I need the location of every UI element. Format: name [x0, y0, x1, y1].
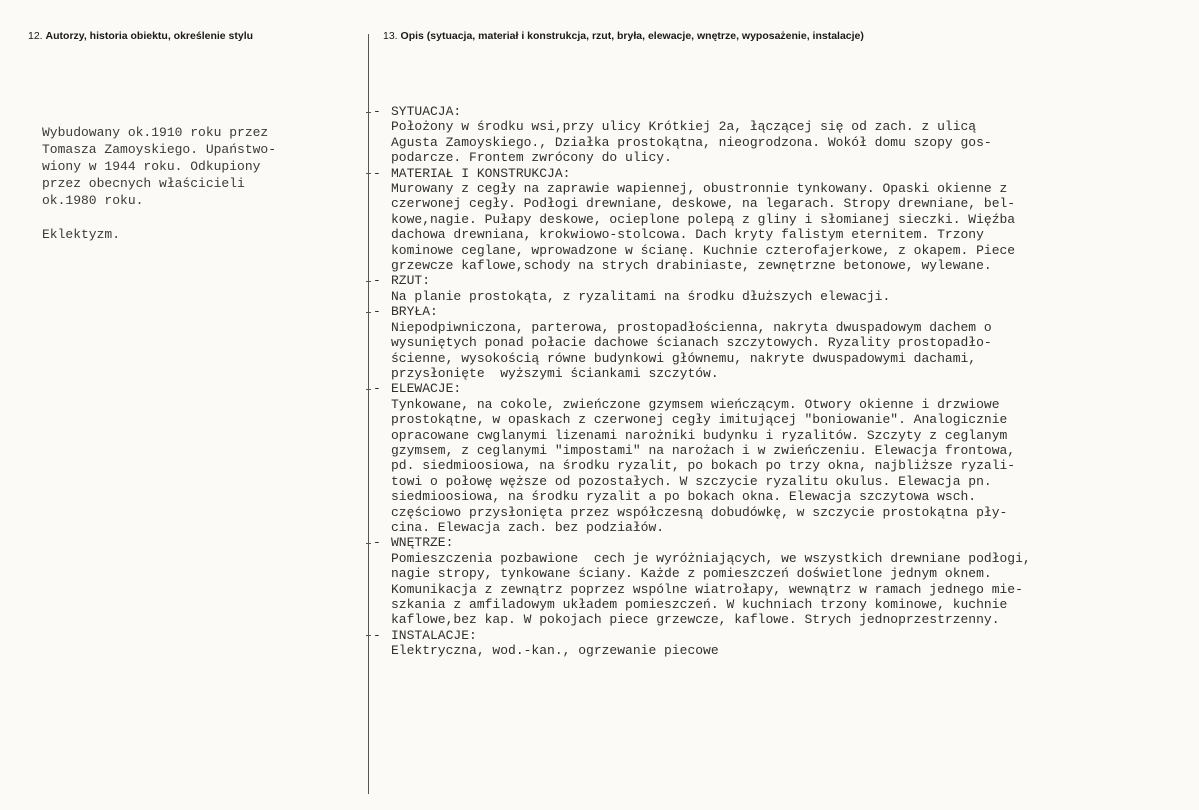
section-dash: -: [373, 104, 381, 119]
history-column: [42, 124, 342, 243]
section-line: szkania z amfiladowym układem pomieszczeń. W kuchniach trzony kominowe, kuchnie: [391, 597, 1008, 612]
style-text: Eklektyzm.: [42, 227, 121, 242]
section-title-text: INSTALACJE:: [391, 627, 477, 643]
section-title: [373, 166, 1183, 181]
section-12-number: 12.: [28, 30, 43, 42]
section-line: dachowa drewniana, krokwiowo-stolcowa. Dach kryty falistym eternitem. Trzony: [391, 227, 984, 243]
section-13-header: [383, 30, 864, 42]
section-line: Murowany z cegły na zaprawie wapiennej, obustronnie tynkowany. Opaski okienne z: [391, 181, 1008, 197]
section-line: Agusta Zamoyskiego., Działka prostokątna, nieogrodzona. Wokół domu szopy gos-: [391, 134, 992, 150]
section-line: podarcze. Frontem zwrócony do ulicy.: [391, 150, 672, 166]
divider-tick: [366, 312, 371, 313]
section-line: cina. Elewacja zach. bez podziałów.: [391, 519, 665, 535]
divider-tick: [366, 173, 371, 174]
section-title-text: ELEWACJE:: [391, 381, 462, 397]
section-line: Położony w środku wsi,przy ulicy Krótkiej 2a, łączącej się od zach. z ulicą: [391, 119, 977, 135]
section-line: opracowane cwglanymi lizenami narożniki budynku i ryzalitów. Szczyty z ceglanym: [391, 427, 1008, 443]
history-line: przez obecnych właścicieli: [42, 176, 245, 191]
history-line: Tomasza Zamoyskiego. Upaństwo-: [42, 142, 277, 157]
section-12-title: Autorzy, historia obiektu, określenie stylu: [45, 30, 254, 42]
section-line: Komunikacja z zewnątrz poprzez wspólne wiatrołapy, wewnątrz w ramach jednego mie-: [391, 581, 1023, 597]
section-line: przysłonięte wyższymi ściankami szczytów.: [391, 365, 719, 381]
divider-tick: [366, 281, 371, 282]
section-line: czerwonej cegły. Podłogi drewniane, deskowe, na legarach. Stropy drewniane, bel-: [391, 196, 1016, 212]
section-title-text: BRYŁA:: [391, 304, 438, 320]
column-divider: [368, 34, 369, 794]
section-title: [373, 628, 1183, 643]
section-dash: -: [373, 273, 381, 289]
section-line: Niepodpiwniczona, parterowa, prostopadłościenna, nakryta dwuspadowym dachem o: [391, 319, 992, 335]
section-line: Pomieszczenia pozbawione cech je wyróżniających, we wszystkich drewniane podłogi,: [391, 550, 1031, 566]
section-line: prostokątne, w opaskach z czerwonej cegły imitującej "boniowanie". Analogicznie: [391, 412, 1008, 428]
section-line: Tynkowane, na cokole, zwieńczone gzymsem wieńczącym. Otwory okienne i drzwiowe: [391, 396, 1000, 412]
section-title: [373, 535, 1183, 550]
section-line: pd. siedmioosiowa, na środku ryzalit, po bokach po trzy okna, najbliższe ryzali-: [391, 458, 1016, 474]
section-title-text: MATERIAŁ I KONSTRUKCJA:: [391, 165, 571, 181]
history-line: Wybudowany ok.1910 roku przez: [42, 125, 269, 140]
section-line: Elektryczna, wod.-kan., ogrzewanie piecowe: [391, 643, 719, 659]
section-title: [373, 304, 1183, 319]
divider-tick: [366, 543, 371, 544]
section-dash: -: [373, 535, 381, 551]
section-title-text: RZUT:: [391, 273, 431, 289]
history-line: ok.1980 roku.: [42, 193, 144, 208]
section-line: ścienne, wysokością równe budynkowi głównemu, nakryte dwuspadowymi dachami,: [391, 350, 977, 366]
section-line: grzewcze kaflowe,schody na strych drabiniaste, zewnętrzne betonowe, wylewane.: [391, 258, 992, 274]
section-title-text: SYTUACJA:: [391, 104, 462, 119]
section-12-header: [28, 30, 253, 42]
section-line: częściowo przysłonięta przez współczesną dobudówkę, w szczycie prostokątna pły-: [391, 504, 1008, 520]
section-title: [373, 381, 1183, 396]
section-line: towi o połowę węższe od pozostałych. W szczycie ryzalitu okulus. Elewacja pn.: [391, 473, 992, 489]
section-line: siedmioosiowa, na środku ryzalit a po bokach okna. Elewacja szczytowa wsch.: [391, 489, 977, 505]
divider-tick: [366, 389, 371, 390]
section-line: kaflowe,bez kap. W pokojach piece grzewcze, kaflowe. Strych jednoprzestrzenny.: [391, 612, 1000, 628]
section-line: kowe,nagie. Pułapy deskowe, ocieplone polepą z gliny i słomianej sieczki. Więźba: [391, 211, 1016, 227]
section-dash: -: [373, 304, 381, 320]
section-line: gzymsem, z ceglanymi "impostami" na narożach i w zwieńczeniu. Elewacja frontowa,: [391, 442, 1016, 458]
section-dash: -: [373, 165, 381, 181]
section-line: nagie stropy, tynkowane ściany. Każde z pomieszczeń doświetlone jednym oknem.: [391, 566, 992, 582]
section-dash: -: [373, 627, 381, 643]
history-line: wiony w 1944 roku. Odkupiony: [42, 159, 261, 174]
section-13-number: 13.: [383, 30, 398, 42]
divider-tick: [366, 112, 371, 113]
section-13-title: Opis (sytuacja, materiał i konstrukcja, rzut, bryła, elewacje, wnętrze, wyposażenie, instalacje): [400, 30, 864, 42]
section-line: wysuniętych ponad połacie dachowe ścianach szczytowych. Ryzality prostopadło-: [391, 335, 992, 351]
section-line: kominowe ceglane, wprowadzone w ścianę. Kuchnie czterofajerkowe, z okapem. Piece: [391, 242, 1016, 258]
section-title: [373, 273, 1183, 288]
section-title-text: WNĘTRZE:: [391, 535, 454, 551]
section-title: [373, 104, 1183, 119]
section-line: Na planie prostokąta, z ryzalitami na środku dłuższych elewacji.: [391, 288, 891, 304]
section-dash: -: [373, 381, 381, 397]
description-column: [373, 104, 1183, 659]
divider-tick: [366, 635, 371, 636]
